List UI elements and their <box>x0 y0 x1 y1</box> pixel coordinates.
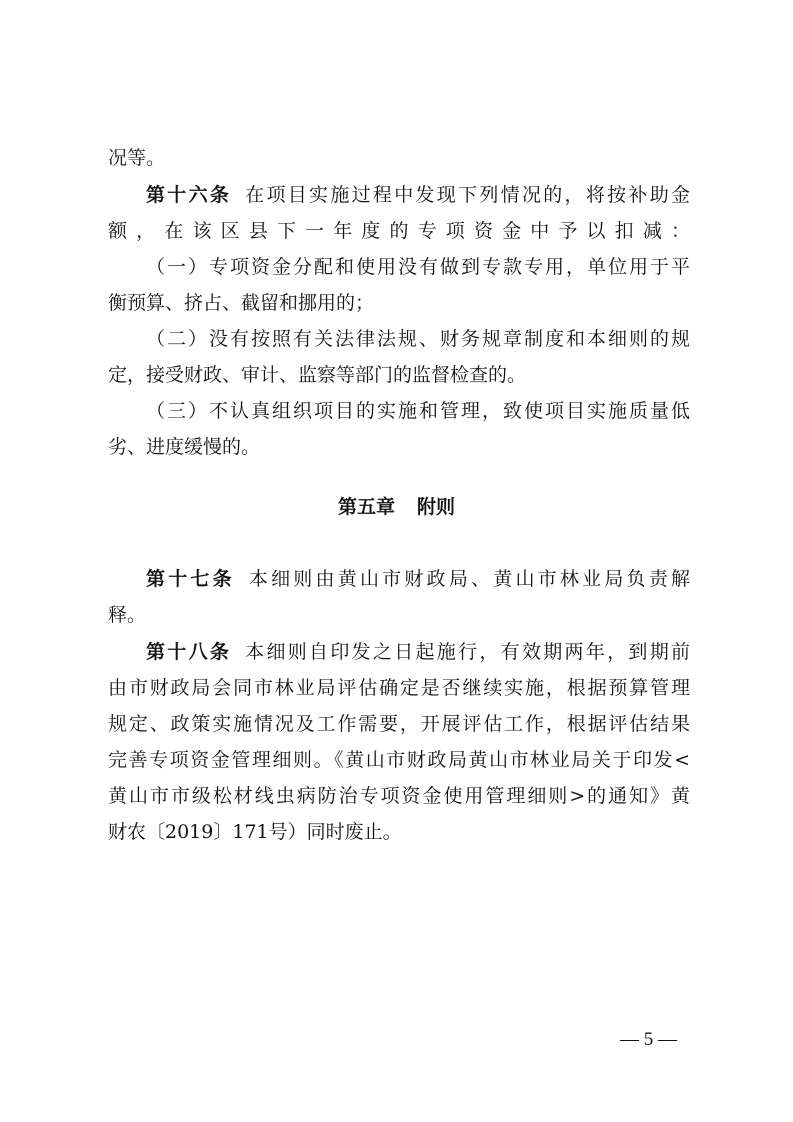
page-number: — 5 — <box>620 1029 677 1050</box>
item-1-line-2: 衡预算、挤占、截留和挪用的； <box>108 292 375 314</box>
article-18-line-5: 黄山市市级松材线虫病防治专项资金使用管理细则>的通知》黄 <box>108 785 690 807</box>
article-18-line-3: 规定、政策实施情况及工作需要，开展评估工作，根据评估结果 <box>108 713 690 735</box>
item-2-line-2: 定，接受财政、审计、监察等部门的监督检查的。 <box>108 364 527 386</box>
article-16-line-1: 第十六条 在项目实施过程中发现下列情况的，将按补助金 <box>146 184 690 206</box>
article-18-label: 第十八条 <box>146 641 232 663</box>
article-16-label: 第十六条 <box>146 184 232 206</box>
article-17-line-2: 释。 <box>108 604 147 626</box>
item-2-line-1: （二）没有按照有关法律法规、财务规章制度和本细则的规 <box>146 328 690 350</box>
article-18-line-1: 第十八条 本细则自印发之日起施行，有效期两年，到期前 <box>146 641 690 663</box>
article-18-line-2: 由市财政局会同市林业局评估确定是否继续实施，根据预算管理 <box>108 677 690 699</box>
item-1-line-1: （一）专项资金分配和使用没有做到专款专用，单位用于平 <box>146 256 690 278</box>
article-17-label: 第十七条 <box>146 568 235 590</box>
article-16-line-2: 额，在该区县下一年度的专项资金中予以扣减： <box>108 220 690 242</box>
article-18-line-4: 完善专项资金管理细则。《黄山市财政局黄山市林业局关于印发< <box>108 749 690 771</box>
article-17-line-1: 第十七条 本细则由黄山市财政局、黄山市林业局负责解 <box>146 568 690 590</box>
article-18-line-6: 财农〔2019〕171号）同时废止。 <box>108 821 402 843</box>
chapter-heading <box>0 495 793 519</box>
item-3-line-2: 劣、进度缓慢的。 <box>108 436 261 458</box>
chapter-number: 第五章 <box>337 496 395 518</box>
item-3-line-1: （三）不认真组织项目的实施和管理，致使项目实施质量低 <box>146 400 690 422</box>
paragraph-line: 况等。 <box>108 147 166 169</box>
chapter-title: 附则 <box>417 496 456 518</box>
